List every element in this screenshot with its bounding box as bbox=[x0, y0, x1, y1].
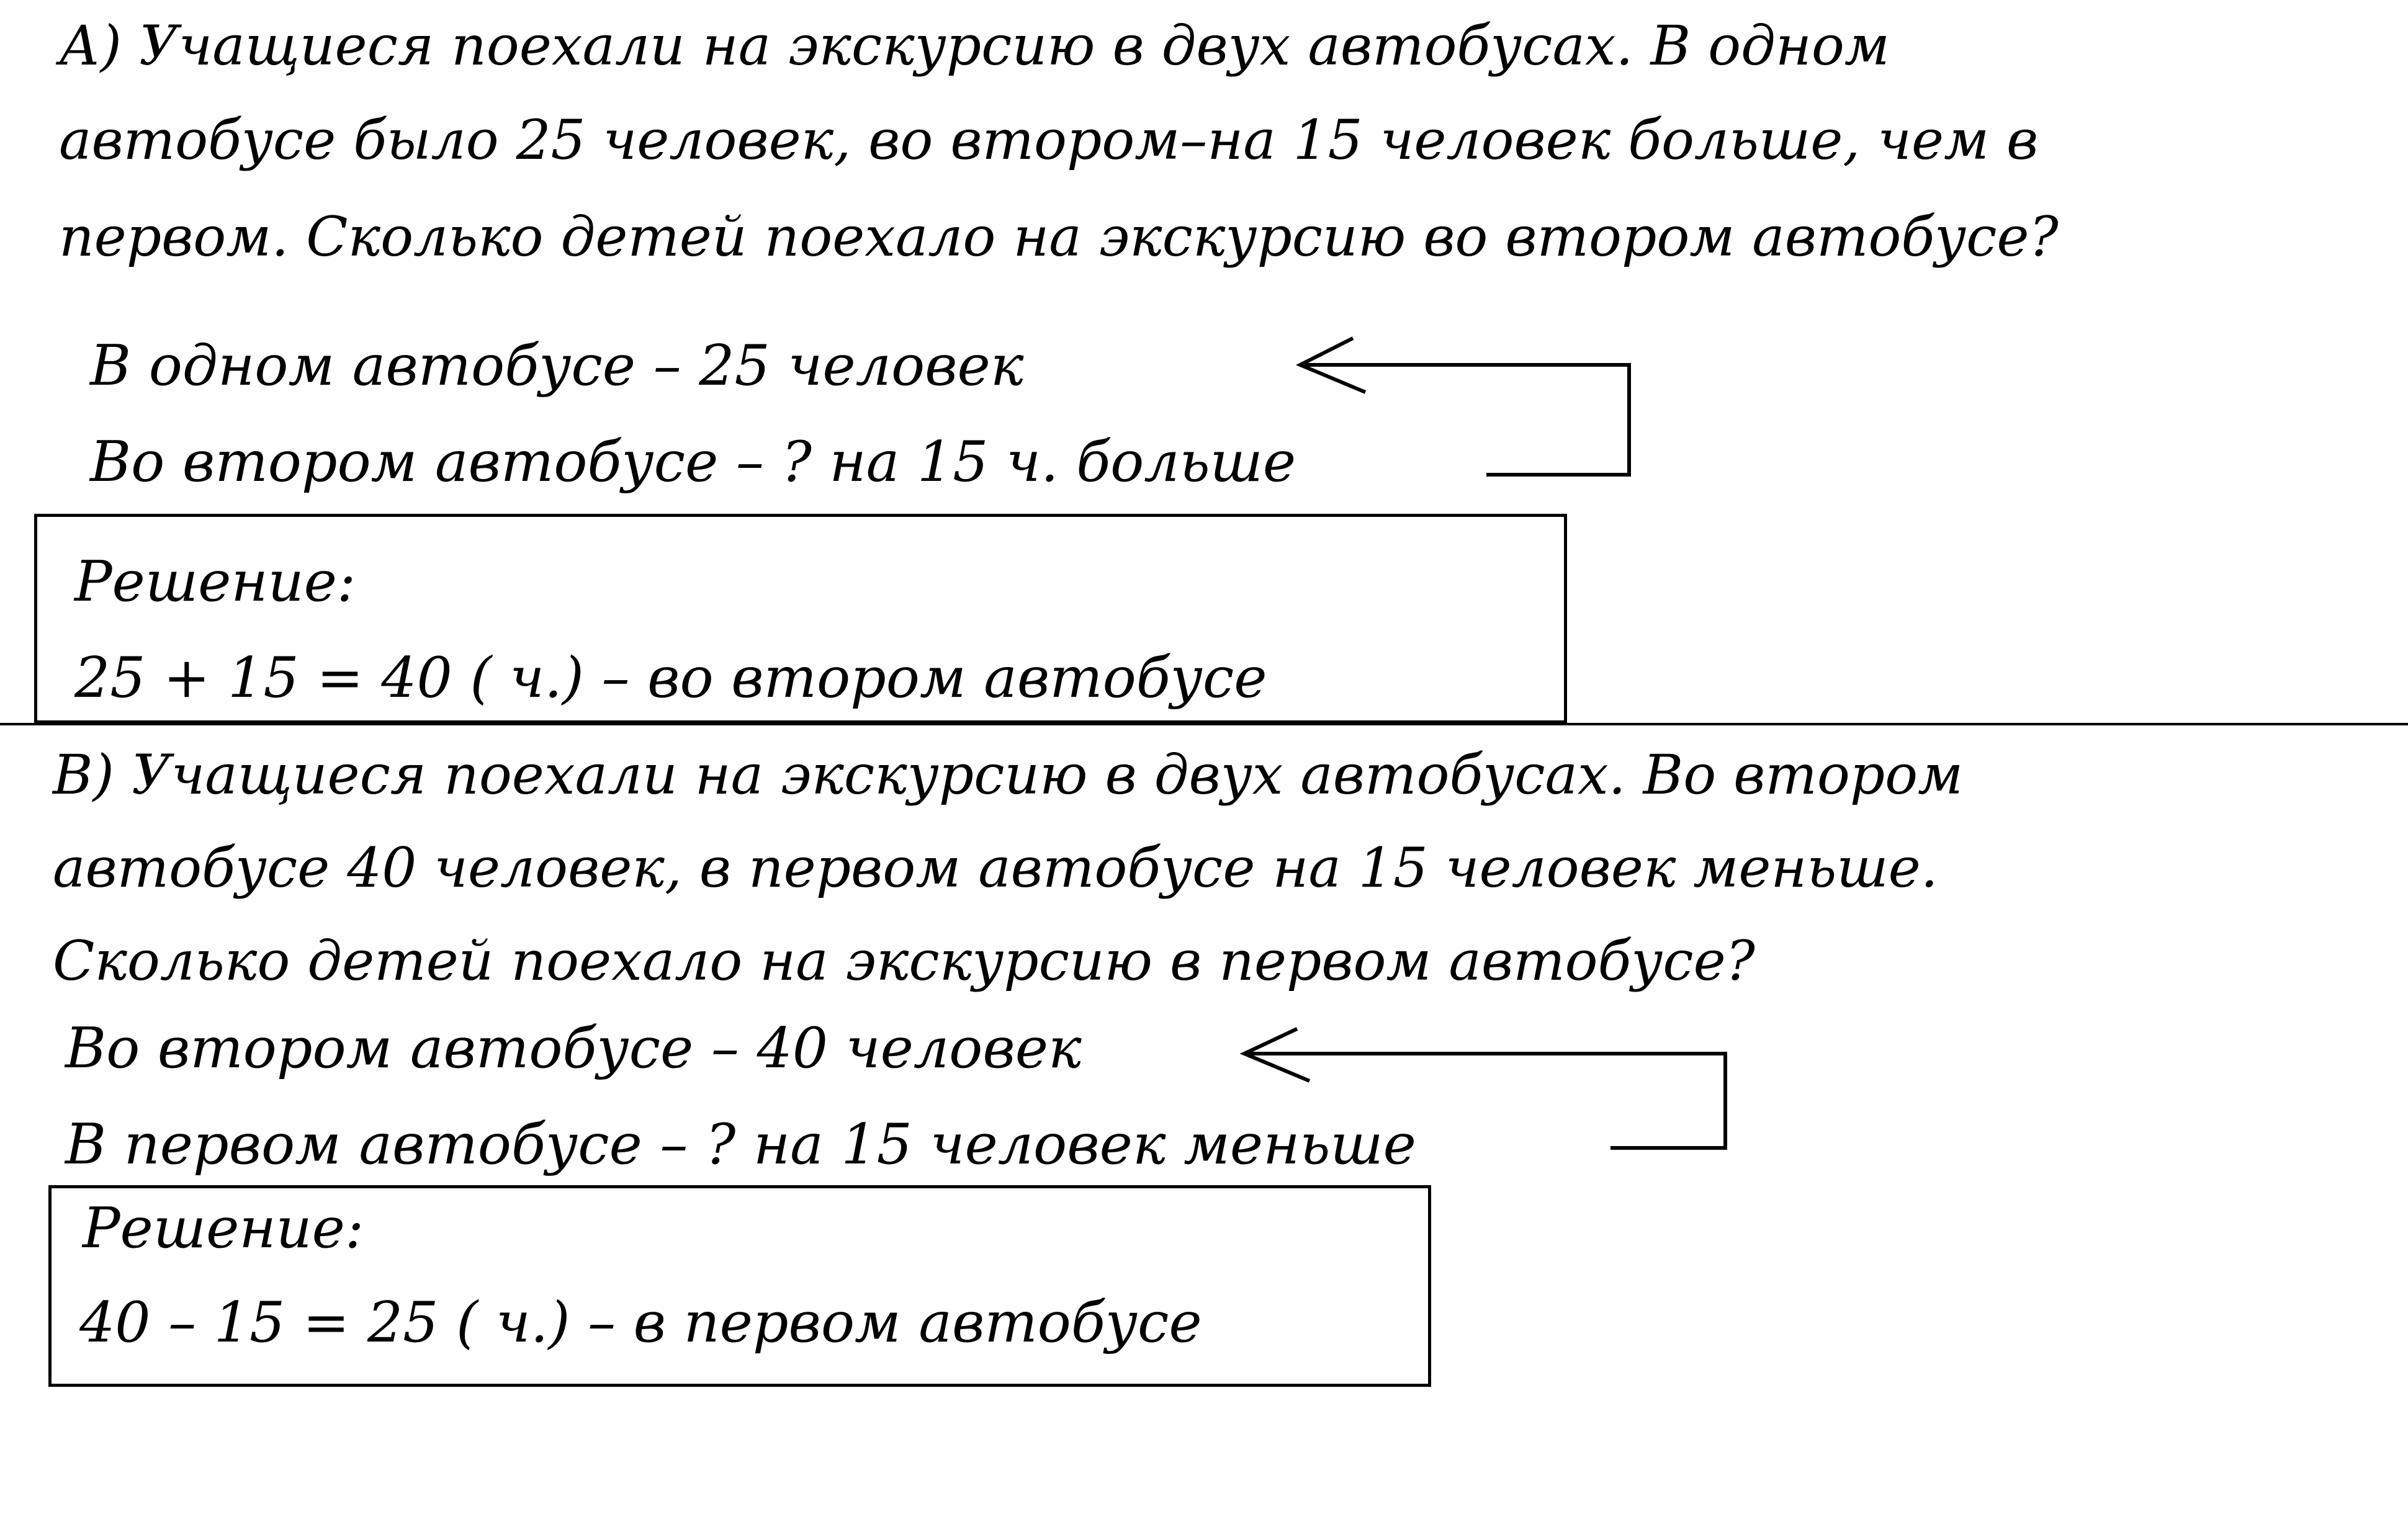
problem-a-line-1: А) Учащиеся поехали на экскурсию в двух автобусах. В одном bbox=[59, 14, 1890, 78]
solution-b-equation: 40 – 15 = 25 ( ч.) – в первом автобусе bbox=[79, 1290, 1202, 1355]
problem-a-line-2: автобусе было 25 человек, во втором–на 15 человек больше, чем в bbox=[59, 108, 2039, 172]
condition-a-line-1: В одном автобусе – 25 человек bbox=[90, 333, 1024, 398]
solution-b-heading: Решение: bbox=[83, 1196, 364, 1261]
problem-b-line-3: Сколько детей поехало на экскурсию в первом автобусе? bbox=[53, 929, 1755, 993]
problem-a-line-3: первом. Сколько детей поехало на экскурсию во втором автобусе? bbox=[59, 205, 2059, 269]
solution-a-heading: Решение: bbox=[74, 549, 356, 614]
condition-a-line-2: Во втором автобусе – ? на 15 ч. больше bbox=[90, 429, 1296, 495]
solution-b-box bbox=[48, 1185, 1431, 1387]
solution-a-equation: 25 + 15 = 40 ( ч.) – во втором автобусе bbox=[74, 645, 1267, 710]
problem-b-line-2: автобусе 40 человек, в первом автобусе на 15 человек меньше. bbox=[53, 836, 1938, 900]
problem-b-line-1: В) Учащиеся поехали на экскурсию в двух автобусах. Во втором bbox=[53, 743, 1964, 807]
condition-b-line-1: Во втором автобусе – 40 человек bbox=[65, 1016, 1082, 1081]
condition-b-line-2: В первом автобусе – ? на 15 человек меньше bbox=[65, 1112, 1416, 1177]
